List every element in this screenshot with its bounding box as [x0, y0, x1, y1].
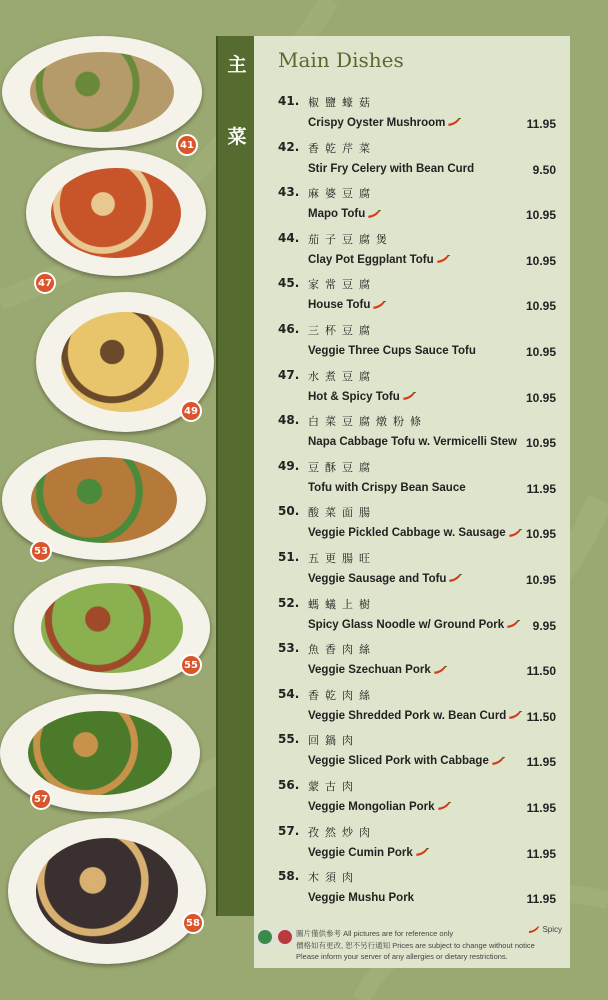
- item-chinese-name: 五更腸旺: [308, 552, 376, 565]
- menu-item: [254, 504, 570, 550]
- item-chinese-name: 茄子豆腐煲: [308, 232, 393, 246]
- chili-icon: [528, 926, 540, 934]
- item-price: 11.95: [526, 801, 556, 815]
- item-chinese-name: 魚香肉絲: [308, 643, 376, 657]
- item-english-text: Hot & Spicy Tofu: [308, 390, 400, 403]
- item-english-name: [308, 755, 505, 767]
- menu-item: [254, 276, 570, 322]
- item-english-text: Veggie Sliced Pork with Cabbage: [308, 755, 489, 768]
- menu-item: [254, 94, 570, 140]
- menu-panel: [254, 36, 570, 968]
- item-number: 49.: [278, 458, 300, 473]
- side-title-bar: [216, 36, 254, 916]
- item-price: 11.95: [526, 117, 556, 131]
- chili-icon: [437, 802, 451, 811]
- item-english-text: Veggie Pickled Cabbage w. Sausage: [308, 527, 506, 540]
- item-price: 10.95: [525, 390, 556, 405]
- item-english-name: [308, 527, 522, 539]
- item-english-name: [308, 801, 451, 813]
- item-english-text: Veggie Three Cups Sauce Tofu: [308, 345, 476, 357]
- item-price: 10.95: [525, 527, 556, 542]
- item-english-text: Napa Cabbage Tofu w. Vermicelli Stew: [308, 436, 517, 449]
- item-price: 10.95: [525, 345, 556, 359]
- menu-item: [254, 413, 570, 459]
- page-title: Main Dishes: [278, 48, 404, 72]
- chili-icon: [436, 255, 450, 264]
- dish-food: [61, 312, 189, 413]
- item-number: 46.: [278, 322, 300, 336]
- item-english-name: [308, 847, 429, 859]
- dish-food: [41, 583, 182, 672]
- item-english-name: [308, 436, 517, 448]
- item-english-text: Clay Pot Eggplant Tofu: [308, 253, 434, 266]
- dish-food: [36, 838, 179, 943]
- item-price: 11.50: [526, 664, 556, 679]
- item-english-text: Crispy Oyster Mushroom: [308, 117, 446, 129]
- certification-seal-icon: [256, 928, 274, 946]
- dish-food: [31, 457, 178, 543]
- dish-number-badge: 57: [30, 788, 52, 810]
- item-english-name: [308, 208, 381, 220]
- item-number: 52.: [278, 595, 300, 610]
- side-title-char-2: 菜: [227, 126, 247, 148]
- dish-photo: [14, 566, 210, 690]
- item-price: 10.95: [525, 573, 556, 587]
- item-english-name: [308, 892, 414, 904]
- menu-item: [254, 459, 570, 505]
- menu-item: [254, 185, 570, 231]
- footer-reference-note: 圖片僅供參考 All pictures are for reference only: [296, 929, 454, 938]
- dish-number-badge: 41: [176, 134, 198, 156]
- chili-icon: [433, 666, 447, 675]
- menu-item: [254, 550, 570, 596]
- item-english-name: [308, 619, 520, 631]
- item-chinese-name: 香乾肉絲: [308, 688, 376, 702]
- item-price: 10.95: [525, 436, 556, 451]
- item-chinese-name: 水煮豆腐: [308, 369, 376, 383]
- item-chinese-name: 蒙古肉: [308, 780, 359, 793]
- dish-photo: [8, 818, 206, 964]
- item-number: 47.: [278, 367, 300, 382]
- spicy-legend: [526, 925, 562, 934]
- item-price: 10.95: [525, 208, 556, 223]
- item-number: 50.: [278, 504, 300, 519]
- item-chinese-name: 回鍋肉: [308, 734, 359, 748]
- item-english-name: [308, 345, 476, 357]
- chili-icon: [372, 301, 386, 310]
- item-chinese-name: 豆酥豆腐: [308, 460, 376, 474]
- item-number: 41.: [278, 94, 300, 108]
- item-english-text: House Tofu: [308, 299, 371, 312]
- item-english-text: Spicy Glass Noodle w/ Ground Pork: [308, 618, 505, 631]
- dish-food: [51, 168, 181, 259]
- dish-number-badge: 58: [182, 912, 204, 934]
- menu-item: [254, 778, 570, 824]
- item-number: 51.: [278, 550, 300, 564]
- menu-item: [254, 641, 570, 687]
- item-price: 9.50: [532, 162, 556, 177]
- item-english-text: Veggie Mushu Pork: [308, 892, 415, 905]
- item-number: 48.: [278, 413, 300, 428]
- footer: [254, 920, 570, 968]
- menu-item: [254, 596, 570, 642]
- item-english-name: [308, 299, 386, 311]
- item-english-name: [308, 710, 522, 722]
- item-english-name: [308, 117, 461, 129]
- dish-number-badge: 49: [180, 400, 202, 422]
- item-price: 11.95: [526, 481, 556, 496]
- item-chinese-name: 孜然炒肉: [308, 825, 376, 839]
- chili-icon: [402, 392, 416, 401]
- item-price: 11.95: [526, 892, 556, 907]
- spicy-legend-label: Spicy: [542, 925, 562, 934]
- item-chinese-name: 三杯豆腐: [308, 324, 376, 337]
- item-number: 45.: [278, 276, 300, 291]
- menu-item: [254, 824, 570, 870]
- item-price: 11.95: [526, 755, 556, 770]
- footer-allergy-note: Please inform your server of any allergies or dietary restrictions.: [296, 952, 508, 961]
- item-price: 9.95: [532, 618, 556, 633]
- item-chinese-name: 香乾芹菜: [308, 141, 376, 155]
- item-english-text: Veggie Sausage and Tofu: [308, 573, 447, 585]
- item-english-name: [308, 482, 466, 494]
- menu-item: [254, 322, 570, 368]
- item-chinese-name: 椒鹽蠔菇: [308, 96, 376, 109]
- dish-photo: [26, 150, 206, 276]
- menu-item: [254, 869, 570, 915]
- dish-number-badge: 47: [34, 272, 56, 294]
- item-english-name: [308, 664, 447, 676]
- item-chinese-name: 麻婆豆腐: [308, 187, 376, 201]
- side-title-char-1: 主: [227, 54, 247, 76]
- chili-icon: [491, 757, 505, 766]
- item-number: 55.: [278, 732, 300, 747]
- item-english-text: Veggie Szechuan Pork: [308, 664, 431, 677]
- item-english-name: [308, 573, 462, 585]
- footer-price-note: 價格如有更改, 恕不另行通知 Prices are subject to change without notice: [296, 941, 535, 950]
- item-chinese-name: 白菜豆腐燉粉條: [308, 415, 427, 429]
- item-english-text: Mapo Tofu: [308, 208, 366, 221]
- dish-food: [28, 711, 172, 796]
- chili-icon: [508, 529, 522, 538]
- vegetarian-seal-icon: [276, 928, 294, 946]
- chili-icon: [415, 848, 429, 857]
- menu-item: [254, 732, 570, 778]
- item-english-name: [308, 163, 474, 175]
- item-english-text: Stir Fry Celery with Bean Curd: [308, 162, 475, 175]
- menu-item: [254, 231, 570, 277]
- item-english-text: Veggie Mongolian Pork: [308, 801, 435, 813]
- chili-icon: [367, 210, 381, 219]
- item-english-text: Veggie Shredded Pork w. Bean Curd: [308, 709, 507, 722]
- item-english-name: [308, 391, 416, 403]
- chili-icon: [506, 620, 520, 629]
- item-number: 53.: [278, 641, 300, 656]
- item-number: 42.: [278, 139, 300, 154]
- menu-item: [254, 140, 570, 186]
- item-number: 56.: [278, 778, 300, 792]
- chili-icon: [448, 574, 462, 583]
- item-number: 54.: [278, 686, 300, 701]
- item-chinese-name: 家常豆腐: [308, 278, 376, 292]
- item-english-text: Veggie Cumin Pork: [308, 846, 413, 859]
- item-price: 11.50: [526, 709, 556, 724]
- item-english-name: [308, 254, 450, 266]
- menu-item: [254, 368, 570, 414]
- item-number: 58.: [278, 869, 300, 884]
- dish-food: [30, 52, 174, 133]
- item-price: 10.95: [525, 299, 556, 314]
- chili-icon: [508, 711, 522, 720]
- dish-number-badge: 55: [180, 654, 202, 676]
- item-english-text: Tofu with Crispy Bean Sauce: [308, 481, 466, 494]
- item-chinese-name: 酸菜面腸: [308, 506, 376, 520]
- item-number: 43.: [278, 185, 300, 200]
- item-price: 11.95: [526, 846, 556, 861]
- item-number: 57.: [278, 823, 300, 838]
- chili-icon: [447, 118, 461, 127]
- dish-number-badge: 53: [30, 540, 52, 562]
- item-chinese-name: 木須肉: [308, 871, 359, 885]
- item-price: 10.95: [525, 253, 556, 268]
- item-number: 44.: [278, 230, 300, 245]
- item-chinese-name: 螞蟻上樹: [308, 597, 376, 611]
- menu-item: [254, 687, 570, 733]
- dish-photo: [2, 36, 202, 148]
